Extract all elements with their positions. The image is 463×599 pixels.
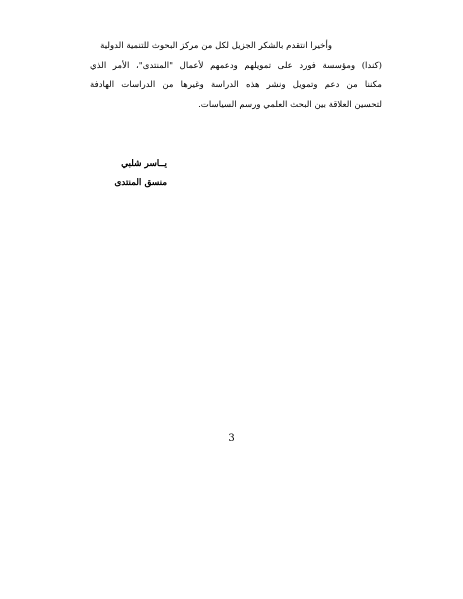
acknowledgement-line: لتحسين العلاقة بين البحث العلمي ورسم السياسات. (198, 99, 382, 110)
acknowledgement-paragraph (90, 37, 382, 115)
page-number: 3 (228, 433, 235, 444)
signatory-name: يــاسر شلبي (121, 159, 167, 169)
acknowledgement-line: (كندا) ومؤسسة فورد على تمويلهم ودعمهم لأعمال "المنتدى"، الأمر الذي (90, 60, 382, 71)
signatory-title: منسق المنتدى (114, 178, 167, 188)
acknowledgement-line: وأخيرا انتقدم بالشكر الجزيل لكل من مركز البحوث للتنمية الدولية (100, 41, 332, 51)
acknowledgement-line: مكننا من دعم وتمويل ونشر هذه الدراسة وغيرها من الدراسات الهادفة (90, 80, 382, 90)
signature-block (114, 155, 167, 193)
